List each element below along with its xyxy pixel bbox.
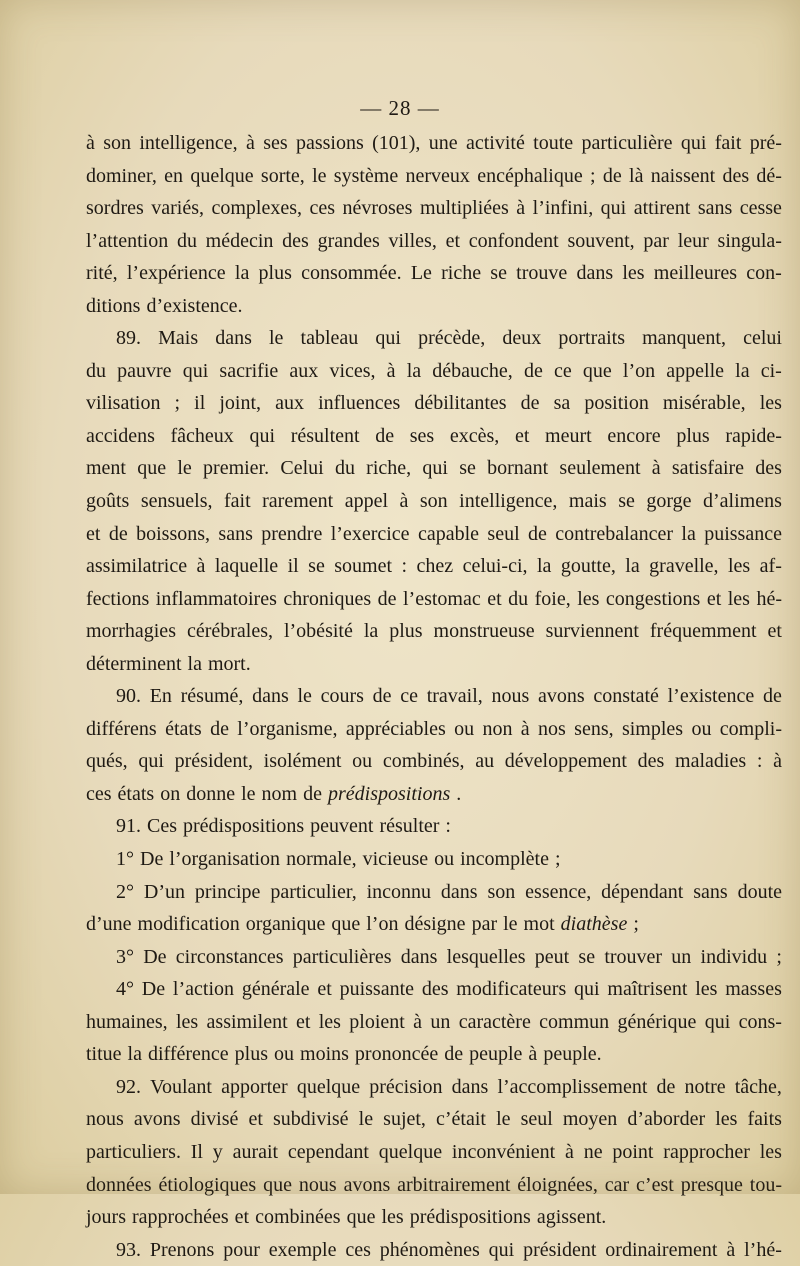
text-line: 3° De circonstances particulières dans lesquelles peut se trouver un individu ; [116,945,782,968]
text-line: données étiologiques que nous avons arbitrairement éloignées, car c’est presque tou- [86,1173,782,1196]
text-line: vilisation ; il joint, aux influences débilitantes de sa position misérable, les [86,392,782,415]
text-line: qués, qui président, isolément ou combinés, au développement des maladies : à [86,750,782,773]
text-line: 1° De l’organisation normale, vicieuse ou incomplète ; [116,848,561,871]
text-line: 93. Prenons pour exemple ces phénomènes qui président ordinairement à l’hé- [116,1238,782,1261]
text-line: assimilatrice à laquelle il se soumet : chez celui-ci, la goutte, la gravelle, les af- [86,555,782,578]
text-line: l’attention du médecin des grandes villes, et confondent souvent, par leur singula- [86,229,782,252]
text-line: ditions d’existence. [86,294,243,317]
text-line: 90. En résumé, dans le cours de ce travail, nous avons constaté l’existence de [116,685,782,708]
text-line: 2° D’un principe particulier, inconnu dans son essence, dépendant sans doute [116,880,782,903]
text-line: humaines, les assimilent et les ploient à un caractère commun générique qui cons- [86,1010,782,1033]
text-line: ces états on donne le nom de prédispositions . [86,782,462,805]
text-line: fections inflammatoires chroniques de l’estomac et du foie, les congestions et les hé- [86,587,782,610]
text-line: titue la différence plus ou moins prononcée de peuple à peuple. [86,1043,602,1066]
page-number: — 28 — [360,96,440,120]
body-text [86,127,782,1266]
text-line: morrhagies cérébrales, l’obésité la plus monstrueuse surviennent fréquemment et [86,620,782,643]
text-line: et de boissons, sans prendre l’exercice capable seul de contrebalancer la puissance [86,522,782,545]
text-line: sordres variés, complexes, ces névroses multipliées à l’infini, qui attirent sans cesse [86,197,782,220]
text-line: à son intelligence, à ses passions (101), une activité toute particulière qui fait pré- [86,132,782,154]
text-line: déterminent la mort. [86,652,251,675]
text-line: rité, l’expérience la plus consommée. Le riche se trouve dans les meilleures con- [86,262,782,285]
text-line: 91. Ces prédispositions peuvent résulter : [116,815,451,838]
text-line: du pauvre qui sacrifie aux vices, à la débauche, de ce que l’on appelle la ci- [86,359,782,382]
text-line: accidens fâcheux qui résultent de ses excès, et meurt encore plus rapide- [86,424,782,447]
text-line: nous avons divisé et subdivisé le sujet, c’était le seul moyen d’aborder les faits [86,1108,782,1131]
text-line: 4° De l’action générale et puissante des modificateurs qui maîtrisent les masses [116,978,782,1001]
text-line: particuliers. Il y aurait cependant quelque inconvénient à ne point rapprocher les [86,1140,782,1163]
text-line: d’une modification organique que l’on désigne par le mot diathèse ; [86,913,639,936]
text-line: 92. Voulant apporter quelque précision dans l’accomplissement de notre tâche, [116,1075,782,1098]
text-line: dominer, en quelque sorte, le système nerveux encéphalique ; de là naissent des dé- [86,164,782,187]
text-line: jours rapprochées et combinées que les prédispositions agissent. [86,1206,607,1229]
text-line: 89. Mais dans le tableau qui précède, deux portraits manquent, celui [116,327,782,350]
text-line: goûts sensuels, fait rarement appel à son intelligence, mais se gorge d’alimens [86,490,782,513]
text-line: ment que le premier. Celui du riche, qui se bornant seulement à satisfaire des [86,457,782,480]
text-line: différens états de l’organisme, appréciables ou non à nos sens, simples ou compli- [86,717,782,740]
